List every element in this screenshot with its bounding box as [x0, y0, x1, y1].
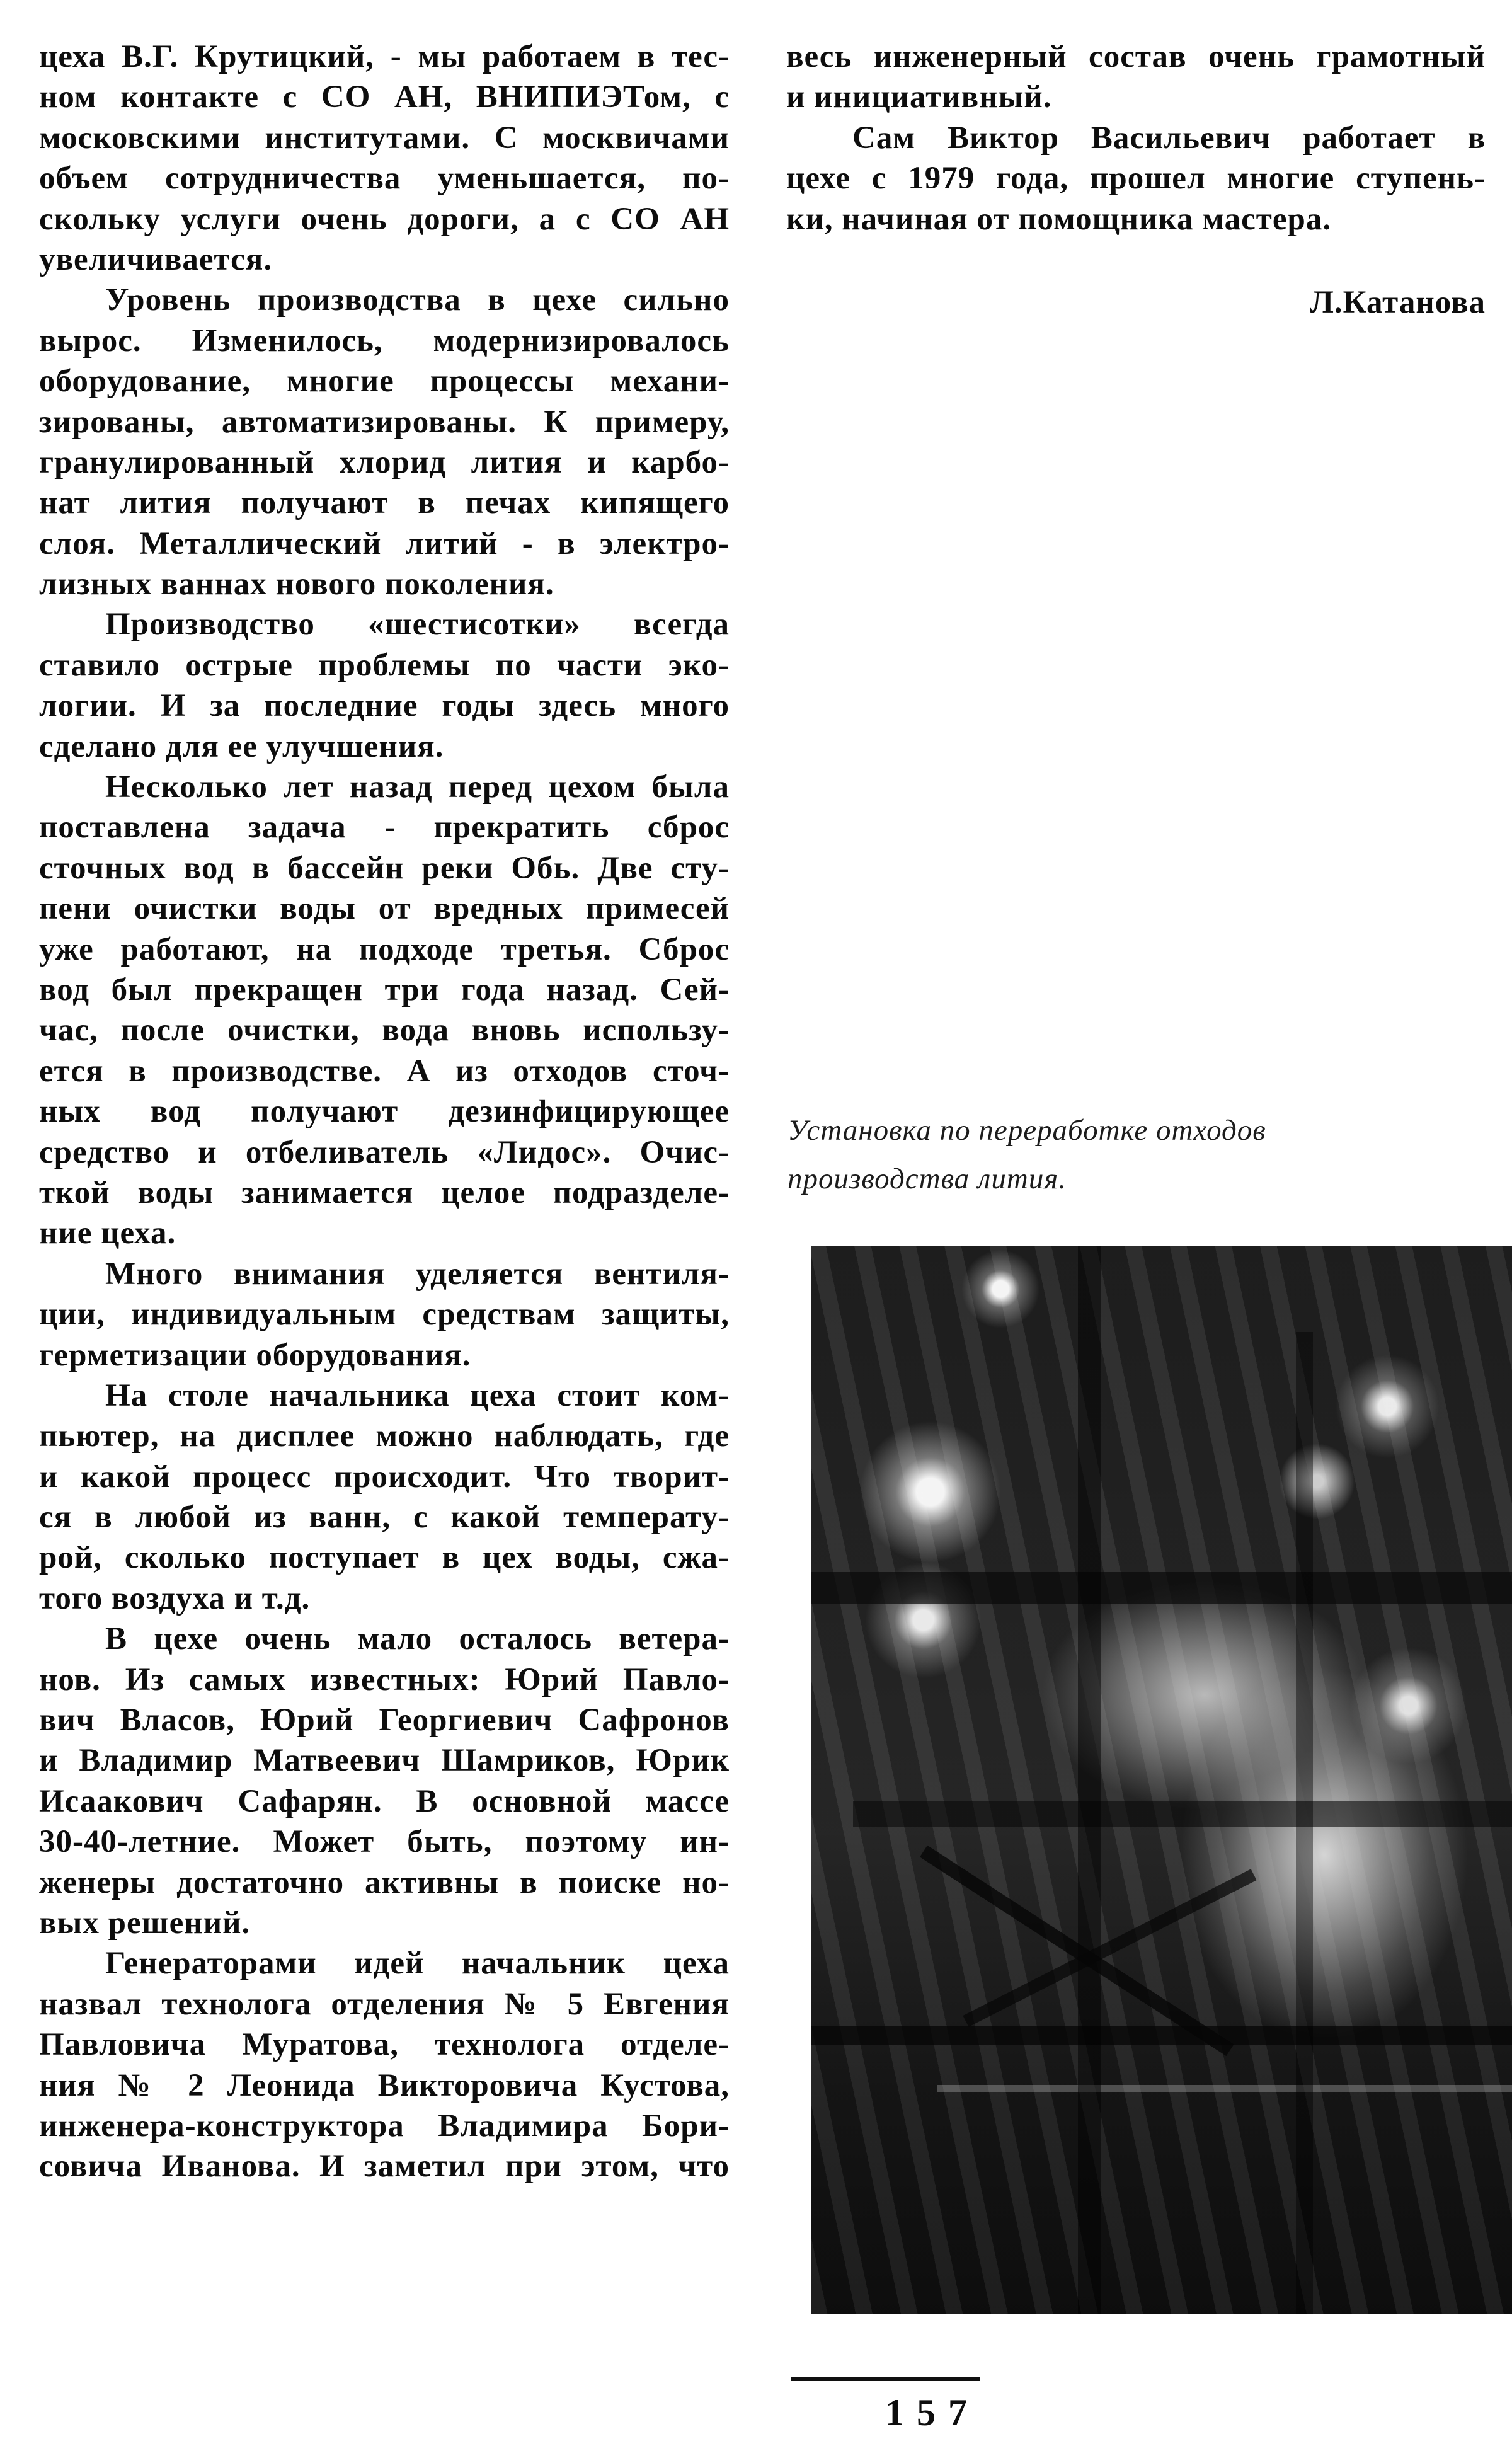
text-line: производства лития. [788, 1163, 1067, 1195]
text-line: ки, начиная от помощника мастера. [786, 201, 1332, 237]
text-line: инженера-конструктора Владимира Бори- [39, 2108, 730, 2144]
text-line: логии. И за последние годы здесь много [39, 688, 730, 724]
photo-platform-band [811, 1572, 1512, 1604]
equipment-photo [811, 1246, 1512, 2314]
page-number: 157 [885, 2392, 980, 2433]
text-line: вич Власов, Юрий Георгиевич Сафронов [39, 1702, 730, 1738]
text-line: и инициативный. [786, 79, 1052, 115]
text-line: 30-40-летние. Может быть, поэтому ин- [39, 1824, 730, 1860]
text-line: ном контакте с СО АН, ВНИПИЭТом, с [39, 79, 730, 115]
text-line: ся в любой из ванн, с какой температу- [39, 1500, 730, 1536]
text-line: На столе начальника цеха стоит ком- [105, 1377, 730, 1413]
text-line: пьютер, на дисплее можно наблюдать, где [39, 1418, 730, 1454]
text-line: оборудование, многие процессы механи- [39, 364, 730, 399]
photo-railing [937, 2085, 1512, 2093]
text-line: цехе с 1979 года, прошел многие ступень- [786, 161, 1486, 197]
photo-column [1296, 1332, 1313, 2314]
text-line: Установка по переработке отходов [788, 1114, 1266, 1147]
text-line: рой, сколько поступает в цех воды, сжа- [39, 1540, 730, 1576]
author-signature: Л.Катанова [1309, 284, 1486, 320]
text-line: ется в производстве. А из отходов сточ- [39, 1053, 730, 1089]
text-line: сточных вод в бассейн реки Обь. Две сту- [39, 850, 730, 886]
text-line: и какой процесс происходит. Что творит- [39, 1459, 730, 1495]
left-column [39, 37, 730, 2187]
text-line: нов. Из самых известных: Юрий Павло- [39, 1662, 730, 1697]
text-line: вых решений. [39, 1905, 251, 1941]
footer-rule [791, 2377, 980, 2381]
text-line: пени очистки воды от вредных примесей [39, 891, 730, 927]
text-line: сделано для ее улучшения. [39, 728, 444, 764]
text-line: московскими институтами. С москвичами [39, 120, 730, 156]
text-line: поставлена задача - прекратить сброс [39, 810, 730, 846]
text-line: средство и отбеливатель «Лидос». Очис- [39, 1134, 730, 1170]
photo-caption [788, 1106, 1418, 1203]
text-line: Генераторами идей начальник цеха [105, 1946, 730, 1982]
text-line: ткой воды занимается целое подразделе- [39, 1174, 730, 1210]
text-line: совича Иванова. И заметил при этом, что [39, 2149, 730, 2185]
text-line: ных вод получают дезинфицирующее [39, 1094, 730, 1130]
text-line: зированы, автоматизированы. К примеру, [39, 404, 730, 440]
text-line: того воздуха и т.д. [39, 1580, 311, 1616]
text-line: Уровень производства в цехе сильно [105, 282, 730, 318]
text-line: назвал технолога отделения № 5 Евгения [39, 1986, 730, 2022]
text-line: Производство «шестисотки» всегда [105, 607, 730, 643]
text-line: гранулированный хлорид лития и карбо- [39, 444, 730, 480]
text-line: цеха В.Г. Крутицкий, - мы работаем в тес- [39, 39, 730, 74]
text-line: Много внимания уделяется вентиля- [105, 1256, 730, 1292]
photo-platform-band [853, 1801, 1512, 1827]
text-line: Несколько лет назад перед цехом была [105, 769, 730, 805]
text-line: нат лития получают в печах кипящего [39, 485, 730, 521]
text-line: герметизации оборудования. [39, 1337, 471, 1373]
text-line: ние цеха. [39, 1215, 176, 1251]
text-line: Исаакович Сафарян. В основной массе [39, 1783, 730, 1819]
text-line: скольку услуги очень дороги, а с СО АН [39, 201, 730, 237]
text-line: женеры достаточно активны в поиске но- [39, 1864, 730, 1900]
photo-diagonal-brace [963, 1869, 1256, 2027]
text-line: В цехе очень мало осталось ветера- [105, 1621, 730, 1657]
text-line: лизных ваннах нового поколения. [39, 566, 554, 602]
text-line: Сам Виктор Васильевич работает в [852, 120, 1486, 156]
text-line: ставило острые проблемы по части эко- [39, 647, 730, 683]
text-line: уже работают, на подходе третья. Сброс [39, 931, 730, 967]
text-line: и Владимир Матвеевич Шамриков, Юрик [39, 1743, 730, 1779]
photo-column [1078, 1246, 1101, 2314]
right-column [786, 37, 1486, 323]
text-line: ния № 2 Леонида Викторовича Кустова, [39, 2067, 730, 2103]
text-line: ции, индивидуальным средствам защиты, [39, 1297, 730, 1333]
text-line: слоя. Металлический литий - в электро- [39, 525, 730, 561]
photo-platform-band [811, 2026, 1512, 2045]
text-line: Павловича Муратова, технолога отделе- [39, 2027, 730, 2063]
text-line: объем сотрудничества уменьшается, по- [39, 161, 730, 197]
text-line: увеличивается. [39, 241, 273, 277]
text-line: вод был прекращен три года назад. Сей- [39, 972, 730, 1008]
text-line: весь инженерный состав очень грамотный [786, 39, 1486, 74]
text-line: час, после очистки, вода вновь использу- [39, 1013, 730, 1048]
right-column-text [786, 37, 1486, 239]
text-line: вырос. Изменилось, модернизировалось [39, 323, 730, 359]
photo-diagonal-brace [920, 1846, 1234, 2057]
